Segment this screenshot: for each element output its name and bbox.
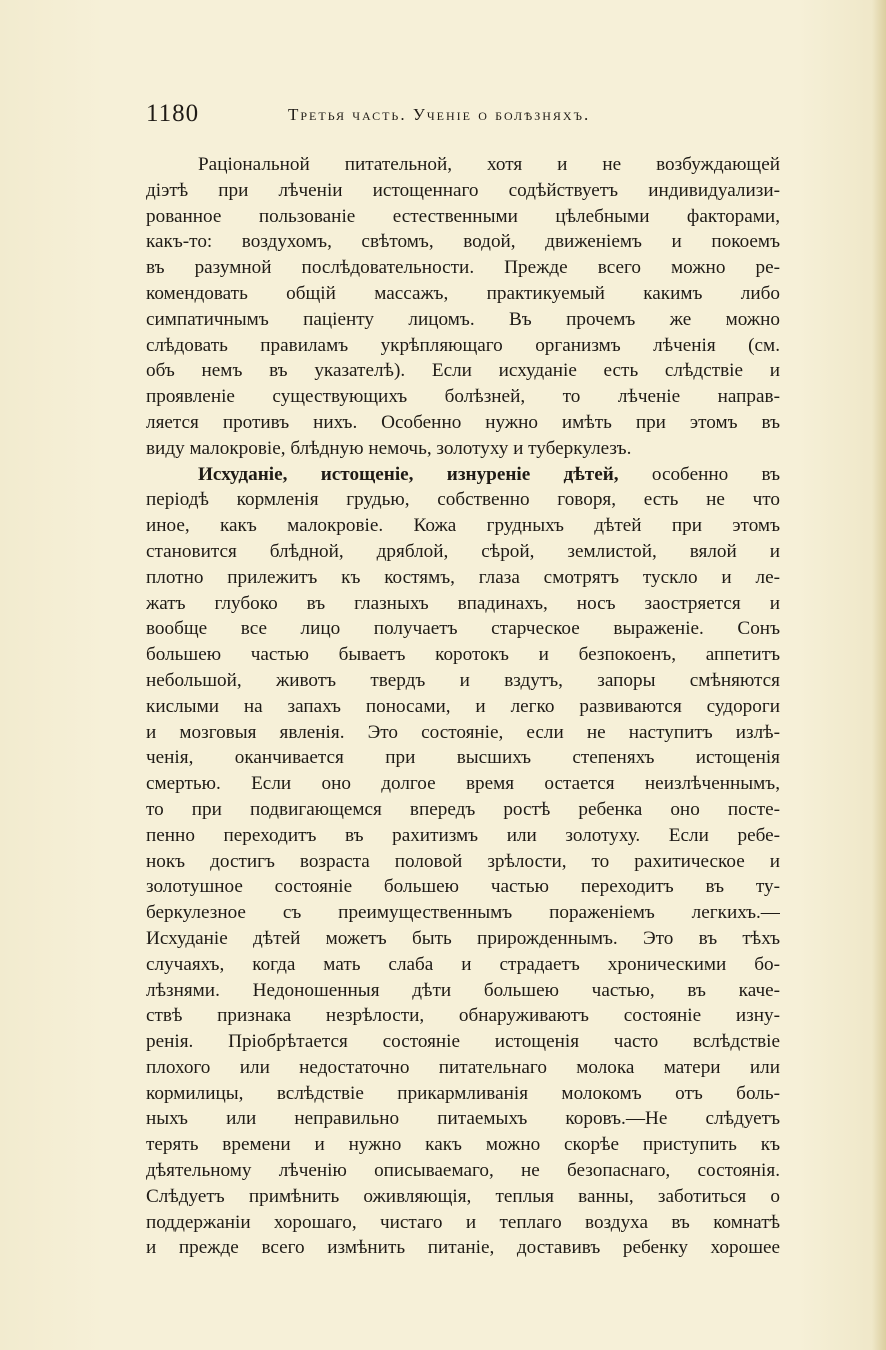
page-number: 1180 (146, 100, 200, 127)
body-text (146, 152, 780, 1261)
text-line: какъ-то: воздухомъ, свѣтомъ, водой, движеніемъ и покоемъ (146, 231, 780, 253)
text-line: плотно прилежитъ къ костямъ, глаза смотрятъ тускло и ле- (146, 566, 780, 588)
text-line: вообще все лицо получаетъ старческое выраженіе. Сонъ (146, 618, 780, 640)
text-line: дѣятельному лѣченію описываемаго, не безопаснаго, состоянія. (146, 1160, 780, 1182)
page-header (146, 100, 766, 136)
text-line: слѣдовать правиламъ укрѣпляющаго организмъ лѣченія (см. (146, 334, 780, 356)
text-line: ренія. Пріобрѣтается состояніе истощенія часто вслѣдствіе (146, 1031, 780, 1053)
text-line: жатъ глубоко въ глазныхъ впадинахъ, носъ заостряется и (146, 592, 780, 614)
text-line: симпатичнымъ паціенту лицомъ. Въ прочемъ же можно (146, 308, 780, 330)
text-line: лѣзнями. Недоношенныя дѣти большею частью, въ каче- (146, 979, 780, 1001)
text-line: большею частью бываетъ коротокъ и безпокоенъ, аппетитъ (146, 644, 780, 666)
text-line: беркулезное съ преимущественнымъ пораженіемъ легкихъ.— (146, 902, 780, 924)
text-line: терять времени и нужно какъ можно скорѣе приступить къ (146, 1134, 780, 1156)
text-line: объ немъ въ указателѣ). Если исхуданіе есть слѣдствіе и (146, 360, 780, 382)
text-line: и прежде всего измѣнить питаніе, доставивъ ребенку хорошее (146, 1237, 780, 1259)
running-head: Третья часть. Ученіе о болѣзняхъ. (288, 105, 591, 124)
text-line: ныхъ или неправильно питаемыхъ коровъ.—Не слѣдуетъ (146, 1108, 780, 1130)
text-line: случаяхъ, когда мать слаба и страдаетъ хроническими бо- (146, 953, 780, 975)
text-line: небольшой, животъ твердъ и вздутъ, запоры смѣняются (146, 669, 780, 691)
text-line: то при подвигающемся впередъ ростѣ ребенка оно посте- (146, 798, 780, 820)
text-line: діэтѣ при лѣченіи истощеннаго содѣйствуетъ индивидуализи- (146, 179, 780, 201)
text-line: ствѣ признака незрѣлости, обнаруживаютъ состояніе изну- (146, 1005, 780, 1027)
text-line (146, 462, 780, 488)
text-line: плохого или недостаточно питательнаго молока матери или (146, 1056, 780, 1078)
text-line: комендовать общій массажъ, практикуемый какимъ либо (146, 282, 780, 304)
text-line: кислыми на запахъ поносами, и легко развиваются судороги (146, 695, 780, 717)
text-line: виду малокровіе, блѣдную немочь, золотуху и туберкулезъ. (146, 437, 632, 459)
text-line: пенно переходитъ въ рахитизмъ или золотуху. Если ребе- (146, 824, 780, 846)
text-line: поддержаніи хорошаго, чистаго и теплаго воздуха въ комнатѣ (146, 1211, 780, 1233)
text-line: періодѣ кормленія грудью, собственно говоря, есть не что (146, 489, 780, 511)
text-line: Исхуданіе дѣтей можетъ быть прирожденнымъ. Это въ тѣхъ (146, 927, 780, 949)
text-line: золотушное состояніе большею частью переходитъ въ ту- (146, 876, 780, 898)
text-line: Слѣдуетъ примѣнить оживляющія, теплыя ванны, заботиться о (146, 1185, 780, 1207)
text-line: ченія, оканчивается при высшихъ степеняхъ истощенія (146, 747, 780, 769)
bold-heading: Исхуданіе, истощеніе, изнуреніе дѣтей, (198, 463, 619, 485)
text-line: становится блѣдной, дряблой, сѣрой, землистой, вялой и (146, 540, 780, 562)
text-line: нокъ достигъ возраста половой зрѣлости, то рахитическое и (146, 850, 780, 872)
page-edge-shadow (872, 0, 886, 1350)
text-line-rest: особенно въ (651, 463, 780, 485)
text-line: ляется противъ нихъ. Особенно нужно имѣть при этомъ въ (146, 411, 780, 433)
text-line: рованное пользованіе естественными цѣлебными факторами, (146, 205, 780, 227)
text-line: и мозговыя явленія. Это состояніе, если не наступитъ излѣ- (146, 721, 780, 743)
paragraph-1 (146, 152, 780, 462)
text-line: кормилицы, вслѣдствіе прикармливанія молокомъ отъ боль- (146, 1082, 780, 1104)
text-line: иное, какъ малокровіе. Кожа грудныхъ дѣтей при этомъ (146, 515, 780, 537)
paragraph-2 (146, 462, 780, 1262)
text-line: проявленіе существующихъ болѣзней, то лѣченіе направ- (146, 386, 780, 408)
text-line: смертью. Если оно долгое время остается неизлѣченнымъ, (146, 773, 780, 795)
text-line: Раціональной питательной, хотя и не возбуждающей (198, 154, 780, 175)
text-line: въ разумной послѣдовательности. Прежде всего можно ре- (146, 257, 780, 279)
